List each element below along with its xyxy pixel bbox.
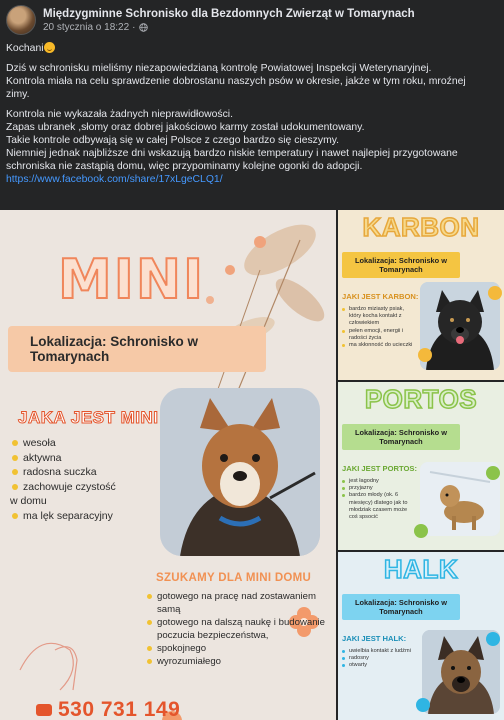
portos-poster-image[interactable] [338, 382, 504, 550]
halk-title: HALK [383, 554, 459, 584]
paragraph-2-line-3: Takie kontrole odbywają się w całej Polsce z czego bardzo się cieszymy. [6, 135, 340, 146]
portos-title: PORTOS [364, 384, 478, 414]
mini-traits-list [10, 436, 116, 524]
karbon-title: KARBON [362, 212, 480, 242]
list-item: gotowego na dalszą naukę i budowanie poczucia bezpieczeństwa, [146, 616, 336, 642]
paragraph-1-line-2: Kontrola miała na celu sprawdzenie dobrostanu naszych psów w okresie, jakże w tym roku, mroźnej [6, 76, 466, 87]
halk-location: Lokalizacja: Schronisko w Tomarynach [342, 594, 460, 620]
list-item: przyjazny [342, 485, 414, 492]
page-avatar[interactable] [6, 5, 36, 35]
halk-poster-image[interactable] [338, 552, 504, 720]
portos-location: Lokalizacja: Schronisko w Tomarynach [342, 424, 460, 450]
list-item: ma skłonność do ucieczki [342, 342, 414, 349]
mini-home-needs-list [146, 590, 336, 668]
list-item: uwielbia kontakt z ludźmi [342, 648, 414, 655]
list-item: jest łagodny [342, 478, 414, 485]
mini-poster-image[interactable] [0, 210, 336, 720]
mini-home-heading: SZUKAMY DLA MINI DOMU [156, 572, 312, 584]
flower-decoration-icon [486, 632, 500, 646]
dog-photo-icon [160, 388, 320, 556]
post-timestamp[interactable]: 20 stycznia o 18:22 [43, 21, 130, 33]
portos-traits-list [342, 478, 414, 521]
list-item: bardzo młody (ok. 6 miesięcy) dlatego jak to młodziak czasem może coś spsocić [342, 492, 414, 521]
paragraph-2-line-2: Zapas ubranek ,słomy oraz dobrej jakościowo karmy został udokumentowany. [6, 122, 365, 133]
flower-decoration-icon [414, 524, 428, 538]
post-header [0, 0, 504, 40]
list-item: otwarty [342, 662, 414, 669]
paragraph-2-line-4: Niemniej jednak najbliższe dni wskazują bardzo niskie temperatury i nawet najlepiej przygotowane [6, 148, 458, 159]
flower-decoration-icon [418, 348, 432, 362]
post-header-text [43, 8, 415, 33]
page-name-link[interactable]: Międzygminne Schronisko dla Bezdomnych Zwierząt w Tomarynach [43, 7, 415, 20]
paragraph-1-line-3: zimy. [6, 89, 30, 100]
portos-traits-heading: JAKI JEST PORTOS: [342, 464, 417, 473]
greeting-line [6, 42, 498, 55]
mini-phone-number: 530 731 149 [58, 698, 181, 720]
list-item: wyrozumiałego [146, 655, 336, 668]
greeting-text: Kochani [6, 43, 44, 54]
flower-decoration-icon [488, 286, 502, 300]
list-item: wesoła [10, 436, 116, 451]
photo-grid [0, 210, 504, 720]
mini-traits-heading: JAKA JEST MINI [18, 408, 159, 427]
list-item: radosna suczka [10, 465, 116, 480]
mini-dog-photo [160, 388, 320, 556]
phone-icon [36, 704, 52, 716]
list-item: ma lęk separacyjny [10, 509, 116, 524]
mini-location-text: Lokalizacja: Schronisko w Tomarynach [30, 334, 199, 364]
halk-traits-heading: JAKI JEST HALK: [342, 634, 407, 643]
paragraph-1-line-1: Dziś w schronisku mieliśmy niezapowiedzianą kontrolę Powiatowej Inspekcji Weterynaryjnej. [6, 63, 432, 74]
karbon-location: Lokalizacja: Schronisko w Tomarynach [342, 252, 460, 278]
list-item: spokojnego [146, 642, 336, 655]
list-item: radosny [342, 655, 414, 662]
smiling-face-emoji-icon [44, 42, 55, 53]
list-item: aktywna [10, 451, 116, 466]
paragraph-2-line-1: Kontrola nie wykazała żadnych nieprawidłowości. [6, 109, 233, 120]
karbon-traits-heading: JAKI JEST KARBON: [342, 292, 419, 301]
paragraph-2-line-5: schroniska nie zastąpią domu, więc przypominamy kolejne ogonki do adopcji. [6, 161, 363, 172]
meta-separator: · [132, 21, 136, 33]
list-item: pełen emocji, energii i radości życia [342, 328, 414, 342]
halk-traits-list [342, 648, 414, 670]
flower-decoration-icon [416, 698, 430, 712]
post-text [6, 42, 498, 186]
flower-decoration-icon [486, 466, 500, 480]
post-meta [43, 22, 415, 33]
share-link[interactable]: https://www.facebook.com/share/17xLgeCLQ1/ [6, 174, 223, 185]
list-item: gotowego na pracę nad zostawaniem samą [146, 590, 336, 616]
globe-icon [139, 23, 148, 32]
karbon-traits-list [342, 306, 414, 349]
mini-title: MINI [58, 248, 206, 311]
karbon-poster-image[interactable] [338, 210, 504, 380]
list-item: zachowuje czystość [10, 480, 116, 495]
list-item: bardzo miziasty psiak, który kocha kontakt z człowiekiem [342, 306, 414, 328]
list-item: w domu [10, 495, 47, 508]
